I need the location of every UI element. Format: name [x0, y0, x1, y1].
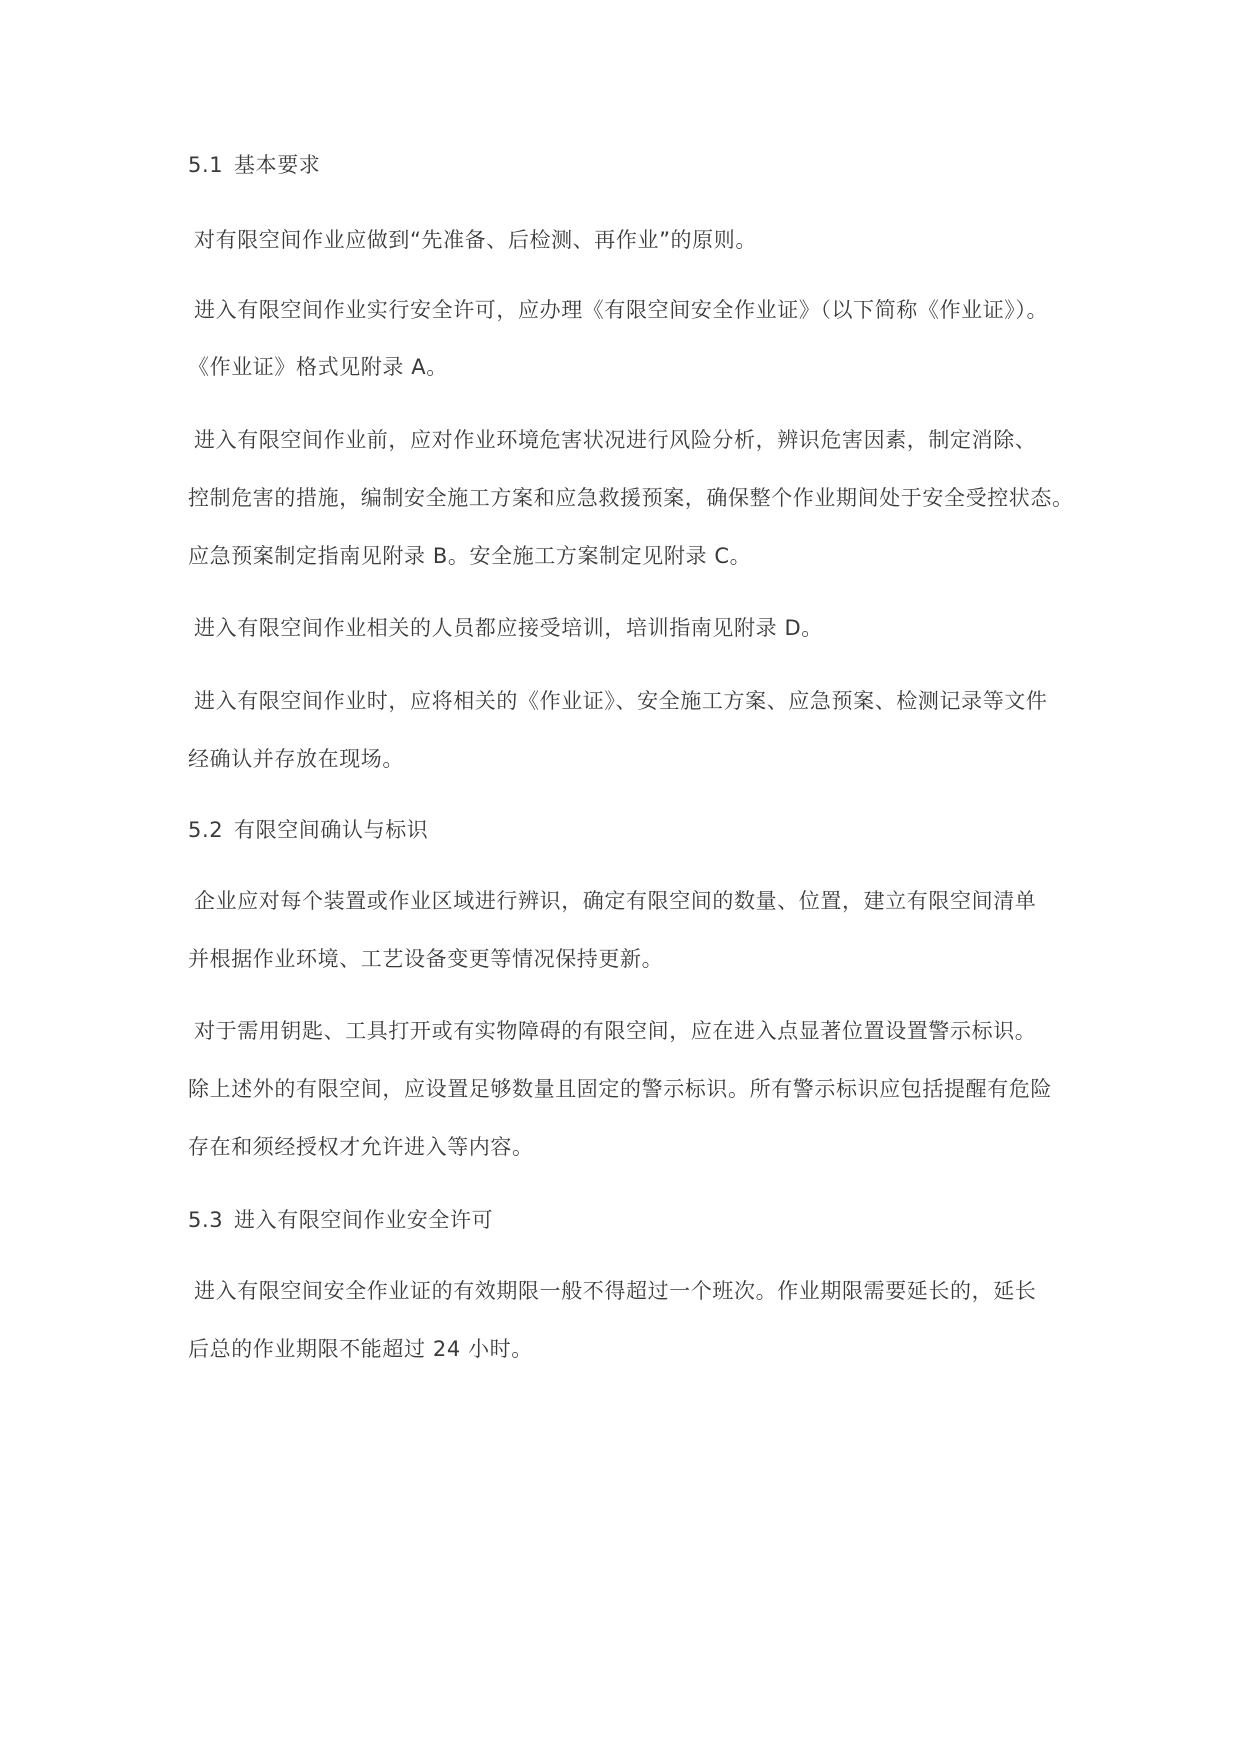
section-number: 5.1 [188, 153, 224, 177]
section-title: 基本要求 [234, 153, 321, 177]
paragraph-documents-line-1: 进入有限空间作业时，应将相关的《作业证》、安全施工方案、应急预案、检测记录等文件 [194, 689, 1048, 713]
section-number: 5.2 [188, 818, 224, 842]
paragraph-identification-line-2: 并根据作业环境、工艺设备变更等情况保持更新。 [188, 947, 664, 971]
paragraph-permit-line-2: 《作业证》格式见附录 A。 [188, 355, 448, 379]
paragraph-signs-line-3: 存在和须经授权才允许进入等内容。 [188, 1135, 534, 1159]
section-5-1-heading [188, 150, 320, 180]
paragraph-validity-line-1: 进入有限空间安全作业证的有效期限一般不得超过一个班次。作业期限需要延长的，延长 [194, 1279, 1037, 1303]
paragraph-risk-line-1: 进入有限空间作业前，应对作业环境危害状况进行风险分析，辨识危害因素，制定消除、 [194, 428, 1037, 452]
section-number: 5.3 [188, 1208, 224, 1232]
section-5-2-heading [188, 815, 428, 845]
paragraph-identification-line-1: 企业应对每个装置或作业区域进行辨识，确定有限空间的数量、位置，建立有限空间清单 [194, 889, 1037, 913]
section-5-3-heading [188, 1205, 493, 1235]
paragraph-risk-line-3: 应急预案制定指南见附录 B。安全施工方案制定见附录 C。 [188, 544, 752, 568]
paragraph-signs-line-2: 除上述外的有限空间，应设置足够数量且固定的警示标识。所有警示标识应包括提醒有危险 [188, 1077, 1052, 1101]
paragraph-signs-line-1: 对于需用钥匙、工具打开或有实物障碍的有限空间，应在进入点显著位置设置警示标识。 [194, 1019, 1037, 1043]
section-title: 有限空间确认与标识 [234, 818, 429, 842]
paragraph-documents-line-2: 经确认并存放在现场。 [188, 747, 404, 771]
section-title: 进入有限空间作业安全许可 [234, 1208, 494, 1232]
paragraph-validity-line-2: 后总的作业期限不能超过 24 小时。 [188, 1337, 533, 1361]
paragraph-risk-line-2: 控制危害的措施，编制安全施工方案和应急救援预案，确保整个作业期间处于安全受控状态。 [188, 486, 1074, 510]
paragraph-principle: 对有限空间作业应做到“先准备、后检测、再作业”的原则。 [194, 228, 757, 252]
paragraph-permit-line-1: 进入有限空间作业实行安全许可，应办理《有限空间安全作业证》（以下简称《作业证》）。 [194, 298, 1049, 322]
paragraph-training: 进入有限空间作业相关的人员都应接受培训，培训指南见附录 D。 [194, 616, 823, 640]
